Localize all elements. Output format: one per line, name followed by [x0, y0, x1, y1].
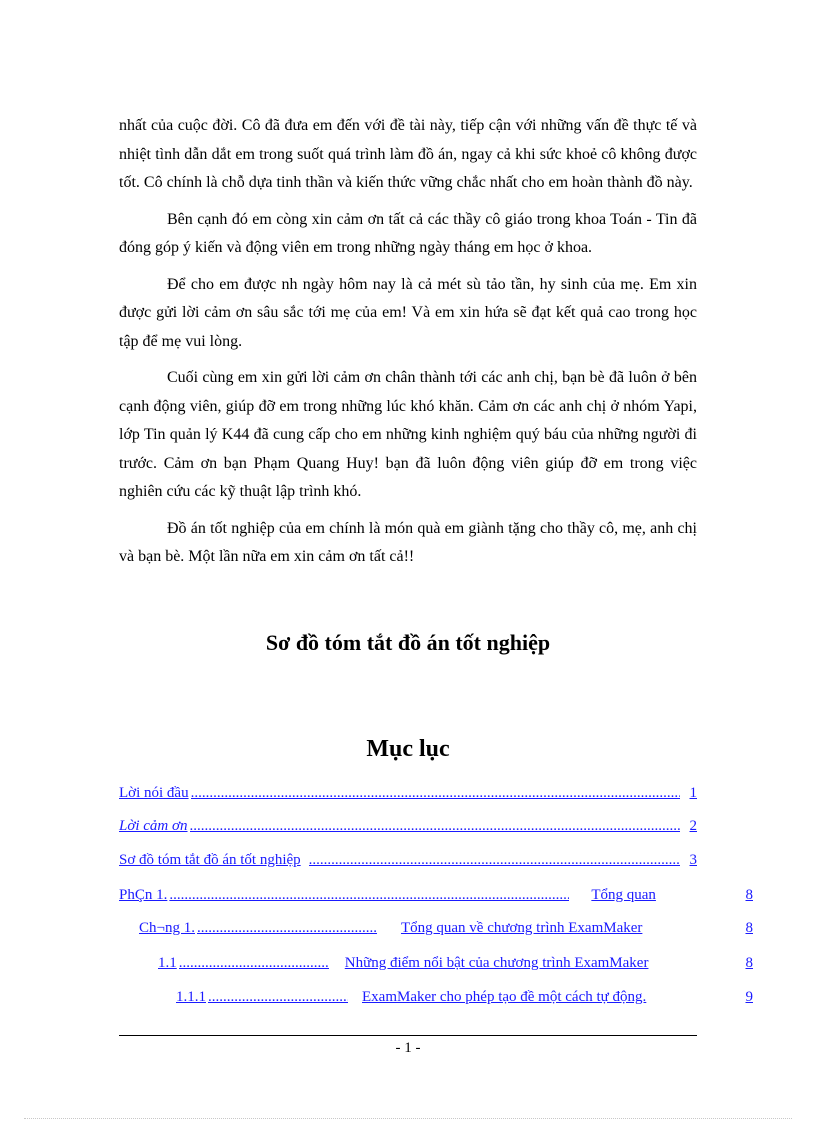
- toc-entry-label: Lời nói đầu: [119, 785, 189, 801]
- toc-leader-dots: [179, 953, 329, 973]
- toc-leader-dots: [191, 783, 680, 803]
- toc-entry-label: 1.1.1: [176, 989, 206, 1005]
- toc-entry-section-1-1[interactable]: [158, 953, 753, 973]
- toc-entry-page: 8: [745, 955, 753, 971]
- toc-entry-title: ExamMaker cho phép tạo đề một cách tự động.: [362, 989, 647, 1005]
- toc-entry-title: Những điểm nổi bật của chương trình ExamMaker: [344, 955, 649, 971]
- toc-entry-section-1-1-1[interactable]: [176, 987, 753, 1007]
- toc-entry-part-1[interactable]: [119, 885, 753, 905]
- toc-heading: Mục lục: [366, 736, 450, 762]
- toc-entry-label: Sơ đồ tóm tắt đồ án tốt nghiệp: [119, 852, 301, 868]
- toc-leader-dots: [309, 850, 680, 870]
- toc-entry-page: 9: [745, 989, 753, 1005]
- paragraph-3: Để cho em được nh ngày hôm nay là cả mét sù tảo tần, hy sinh của mẹ. Em xin được gửi lời cảm ơn sâu sắc tới mẹ của em! Và em xin hứa sẽ đạt kết quả cao trong học tập để mẹ vui lòng.: [119, 275, 697, 350]
- page-bottom-edge: [24, 1118, 792, 1119]
- toc-entry-page: 8: [745, 887, 753, 903]
- toc-leader-dots: [208, 987, 348, 1007]
- paragraph-2: Bên cạnh đó em còng xin cảm ơn tất cả các thầy cô giáo trong khoa Toán - Tin đã đóng góp ý kiến và động viên em trong những ngày tháng em học ở khoa.: [119, 210, 697, 256]
- toc-leader-dots: [190, 816, 680, 836]
- page-number: - 1 -: [395, 1040, 421, 1056]
- footer-divider: [119, 1035, 697, 1036]
- toc-leader-dots: [169, 885, 569, 905]
- toc-entry-page: 3: [689, 852, 697, 868]
- toc-entry-foreword[interactable]: [119, 783, 697, 803]
- toc-entry-label: 1.1: [158, 955, 177, 971]
- toc-entry-page: 2: [689, 818, 697, 834]
- toc-entry-label: Ch¬ng 1.: [139, 920, 195, 936]
- toc-entry-title: Tổng quan về chương trình ExamMaker: [400, 920, 643, 936]
- toc-entry-title: Tổng quan: [591, 887, 656, 903]
- toc-entry-label: Lời cảm ơn: [119, 818, 188, 834]
- paragraph-1: nhất của cuộc đời. Cô đã đưa em đến với đề tài này, tiếp cận với những vấn đề thực tế và nhiệt tình dẫn dắt em trong suốt quá trình làm đồ án, ngay cả khi sức khoẻ cô không được tốt. Cô chính là chỗ dựa tinh thần và kiến thức vững chắc nhất cho em hoàn thành đồ này.: [119, 117, 697, 191]
- toc-leader-dots: [197, 918, 377, 938]
- toc-entry-summary[interactable]: [119, 850, 697, 870]
- summary-heading: Sơ đồ tóm tắt đồ án tốt nghiệp: [265, 630, 551, 655]
- toc-entry-label: PhÇn 1.: [119, 887, 168, 903]
- toc-entry-page: 8: [745, 920, 753, 936]
- toc-entry-acknowledgement[interactable]: [119, 816, 697, 836]
- toc-entry-page: 1: [689, 785, 697, 801]
- paragraph-5: Đồ án tốt nghiệp của em chính là món quà em giành tặng cho thầy cô, mẹ, anh chị và bạn bè. Một lần nữa em xin cảm ơn tất cả!!: [119, 519, 697, 565]
- paragraph-4: Cuối cùng em xin gửi lời cảm ơn chân thành tới các anh chị, bạn bè đã luôn ở bên cạnh động viên, giúp đỡ em trong những lúc khó khăn. Cảm ơn các anh chị ở nhóm Yapi, lớp Tin quản lý K44 đã cung cấp cho em những kinh nghiệm quý báu của những người đi trước. Cảm ơn bạn Phạm Quang Huy! bạn đã luôn động viên giúp đỡ em trong việc nghiên cứu các kỹ thuật lập trình khó.: [119, 369, 697, 500]
- toc-entry-chapter-1[interactable]: [139, 918, 753, 938]
